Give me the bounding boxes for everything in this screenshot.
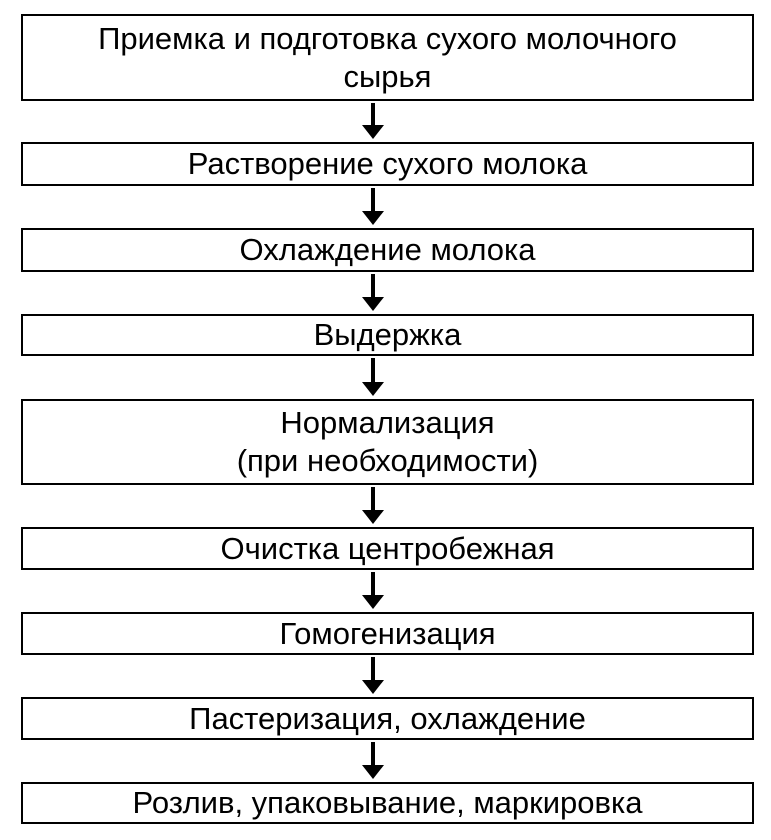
step-label: Гомогенизация bbox=[279, 615, 496, 651]
step-label: Растворение сухого молока bbox=[187, 146, 588, 181]
down-arrow-icon bbox=[362, 103, 384, 139]
step-box-normalization bbox=[21, 399, 754, 485]
down-arrow-icon bbox=[362, 358, 384, 396]
step-label: Выдержка bbox=[313, 317, 462, 352]
down-arrow-icon bbox=[362, 572, 384, 609]
step-label: Розлив, упаковывание, маркировка bbox=[132, 785, 643, 820]
step-box-holding bbox=[21, 314, 754, 356]
step-box-cooling bbox=[21, 228, 754, 272]
down-arrow-icon bbox=[362, 487, 384, 524]
step-label: Охлаждение молока bbox=[239, 232, 536, 267]
step-box-homogenization bbox=[21, 612, 754, 655]
step-label: Очистка центробежная bbox=[220, 530, 555, 566]
down-arrow-icon bbox=[362, 188, 384, 225]
step-box-pasteurization bbox=[21, 697, 754, 740]
step-box-bottling bbox=[21, 782, 754, 824]
step-label: Нормализация (при необходимости) bbox=[236, 405, 539, 478]
step-label: Пастеризация, охлаждение bbox=[189, 700, 586, 736]
down-arrow-icon bbox=[362, 657, 384, 694]
step-box-separation bbox=[21, 527, 754, 570]
down-arrow-icon bbox=[362, 274, 384, 311]
step-label: Приемка и подготовка сухого молочного сырья bbox=[98, 20, 677, 94]
down-arrow-icon bbox=[362, 742, 384, 779]
step-box-receiving bbox=[21, 14, 754, 101]
step-box-dissolving bbox=[21, 142, 754, 186]
